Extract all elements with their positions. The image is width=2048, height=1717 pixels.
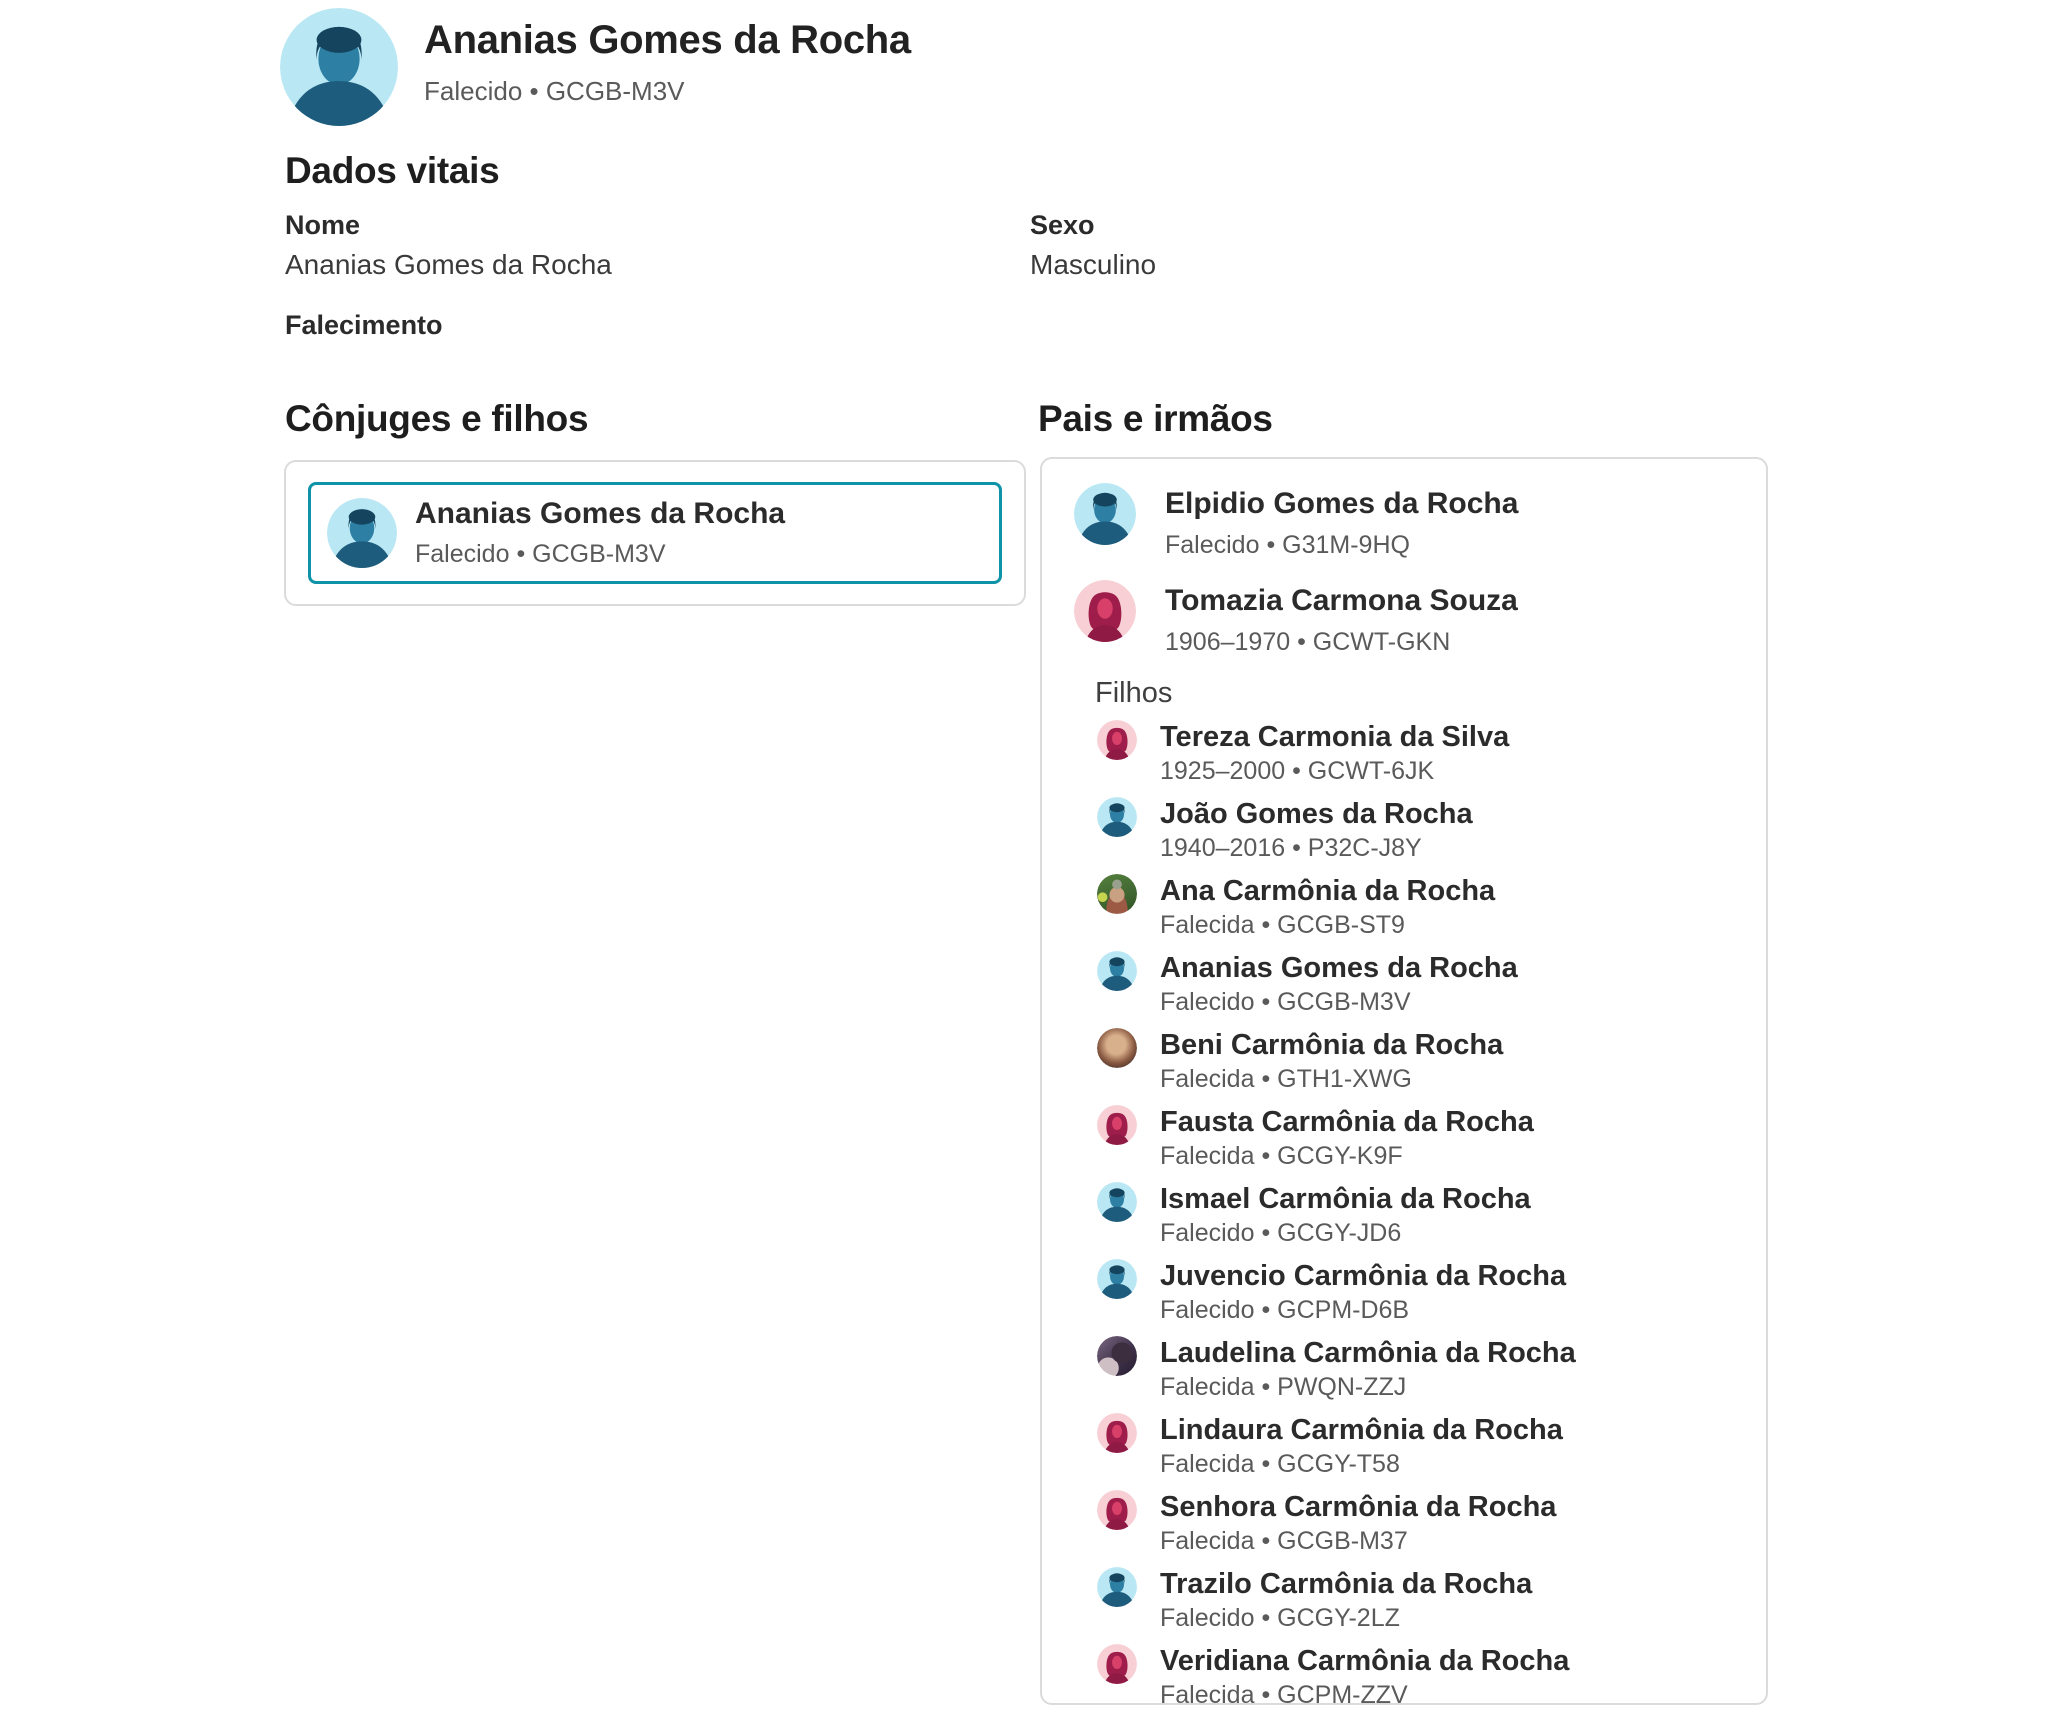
male-silhouette-icon — [1097, 951, 1137, 991]
vital-field-sex — [1030, 210, 1156, 281]
sibling-person-row[interactable] — [1097, 1028, 1766, 1094]
female-silhouette-icon — [1097, 1413, 1137, 1453]
female-avatar-icon — [1074, 580, 1136, 642]
field-value: Ananias Gomes da Rocha — [285, 249, 612, 280]
person-name: Ananias Gomes da Rocha — [1160, 952, 1518, 984]
sibling-person-row[interactable] — [1097, 1413, 1766, 1479]
portrait-photo — [1097, 1028, 1137, 1068]
sibling-person-row[interactable] — [1097, 797, 1766, 863]
person-status-line: Falecido • GCGY-2LZ — [1160, 1604, 1400, 1632]
photo-avatar — [1097, 1336, 1137, 1376]
field-label: Sexo — [1030, 210, 1095, 240]
female-avatar-icon — [1097, 1105, 1137, 1145]
page-title: Ananias Gomes da Rocha — [424, 18, 911, 62]
male-silhouette-icon — [1074, 483, 1136, 545]
field-label: Nome — [285, 210, 361, 240]
person-name: Elpidio Gomes da Rocha — [1165, 487, 1519, 520]
female-silhouette-icon — [1074, 580, 1136, 642]
male-avatar-icon — [327, 498, 397, 568]
sibling-person-row[interactable] — [1097, 1182, 1766, 1248]
male-avatar-icon[interactable] — [280, 8, 398, 126]
female-avatar-icon — [1097, 1490, 1137, 1530]
spouse-text — [415, 497, 785, 569]
sibling-person-row[interactable] — [1097, 720, 1766, 786]
male-silhouette-icon — [1097, 1259, 1137, 1299]
field-label: Falecimento — [285, 310, 443, 340]
male-avatar-icon — [1097, 1567, 1137, 1607]
person-name: Senhora Carmônia da Rocha — [1160, 1491, 1557, 1523]
person-name: Tomazia Carmona Souza — [1165, 584, 1518, 617]
male-silhouette-icon — [280, 8, 398, 126]
parents-section-title: Pais e irmãos — [1038, 398, 1273, 439]
male-avatar-icon — [1097, 1259, 1137, 1299]
spouse-person-row-selected[interactable] — [308, 482, 1002, 584]
male-silhouette-icon — [1097, 1182, 1137, 1222]
parents-list — [1074, 483, 1766, 657]
children-list-label: Filhos — [1095, 677, 1173, 709]
person-status-line: Falecida • GTH1-XWG — [1160, 1065, 1412, 1093]
sibling-person-row[interactable] — [1097, 1105, 1766, 1171]
female-avatar-icon — [1097, 1413, 1137, 1453]
person-status-line: Falecido • GCGB-M3V — [424, 76, 685, 106]
person-status-line: Falecida • PWQN-ZZJ — [1160, 1373, 1407, 1401]
person-status-line: 1925–2000 • GCWT-6JK — [1160, 757, 1435, 785]
parent-person-row[interactable] — [1074, 483, 1766, 560]
parents-card — [1040, 457, 1768, 1709]
header-text — [424, 8, 911, 107]
photo-avatar — [1097, 1028, 1137, 1068]
person-status-line: 1940–2016 • P32C-J8Y — [1160, 834, 1422, 862]
person-status-line: 1906–1970 • GCWT-GKN — [1165, 628, 1451, 656]
sibling-person-row[interactable] — [1097, 951, 1766, 1017]
male-silhouette-icon — [1097, 1567, 1137, 1607]
person-header — [280, 8, 911, 126]
female-avatar-icon — [1097, 720, 1137, 760]
person-name: Laudelina Carmônia da Rocha — [1160, 1337, 1576, 1369]
spouses-section-title: Cônjuges e filhos — [285, 398, 589, 439]
male-silhouette-icon — [1097, 797, 1137, 837]
spouses-card — [284, 460, 1026, 606]
person-name: Tereza Carmonia da Silva — [1160, 721, 1510, 753]
sibling-person-row[interactable] — [1097, 1644, 1766, 1710]
person-name: Ismael Carmônia da Rocha — [1160, 1183, 1531, 1215]
person-name: Ananias Gomes da Rocha — [415, 497, 786, 530]
person-name: Trazilo Carmônia da Rocha — [1160, 1568, 1533, 1600]
vital-field-name — [285, 210, 612, 281]
person-status-line: Falecida • GCGY-T58 — [1160, 1450, 1400, 1478]
male-avatar-icon — [1097, 951, 1137, 991]
sibling-person-row[interactable] — [1097, 1336, 1766, 1402]
parent-person-row[interactable] — [1074, 580, 1766, 657]
sibling-person-row[interactable] — [1097, 1490, 1766, 1556]
person-status-line: Falecido • GCGB-M3V — [1160, 988, 1411, 1016]
field-value: Masculino — [1030, 249, 1157, 280]
photo-avatar — [1097, 874, 1137, 914]
female-silhouette-icon — [1097, 720, 1137, 760]
female-silhouette-icon — [1097, 1644, 1137, 1684]
person-name: Fausta Carmônia da Rocha — [1160, 1106, 1534, 1138]
sibling-person-row[interactable] — [1097, 1259, 1766, 1325]
portrait-photo — [1097, 874, 1137, 914]
male-avatar-icon — [1097, 797, 1137, 837]
person-name: Ana Carmônia da Rocha — [1160, 875, 1496, 907]
sibling-person-row[interactable] — [1097, 1567, 1766, 1633]
person-status-line: Falecida • GCGB-M37 — [1160, 1527, 1408, 1555]
person-status-line: Falecida • GCGY-K9F — [1160, 1142, 1403, 1170]
male-avatar-icon — [1097, 1182, 1137, 1222]
portrait-photo — [1097, 1336, 1137, 1376]
person-status-line: Falecido • GCPM-D6B — [1160, 1296, 1410, 1324]
vital-field-death — [285, 310, 443, 349]
vitals-section-title: Dados vitais — [285, 150, 500, 191]
female-silhouette-icon — [1097, 1105, 1137, 1145]
person-status-line: Falecido • GCGY-JD6 — [1160, 1219, 1402, 1247]
person-name: João Gomes da Rocha — [1160, 798, 1473, 830]
person-status-line: Falecida • GCGB-ST9 — [1160, 911, 1405, 939]
person-name: Juvencio Carmônia da Rocha — [1160, 1260, 1567, 1292]
sibling-person-row[interactable] — [1097, 874, 1766, 940]
female-silhouette-icon — [1097, 1490, 1137, 1530]
female-avatar-icon — [1097, 1644, 1137, 1684]
person-name: Beni Carmônia da Rocha — [1160, 1029, 1504, 1061]
male-avatar-icon — [1074, 483, 1136, 545]
children-list — [1097, 720, 1766, 1710]
person-name: Veridiana Carmônia da Rocha — [1160, 1645, 1570, 1677]
person-status-line: Falecido • G31M-9HQ — [1165, 531, 1410, 559]
person-status-line: Falecida • GCPM-ZZV — [1160, 1681, 1408, 1709]
male-silhouette-icon — [327, 498, 397, 568]
person-name: Lindaura Carmônia da Rocha — [1160, 1414, 1563, 1446]
person-status-line: Falecido • GCGB-M3V — [415, 540, 666, 568]
